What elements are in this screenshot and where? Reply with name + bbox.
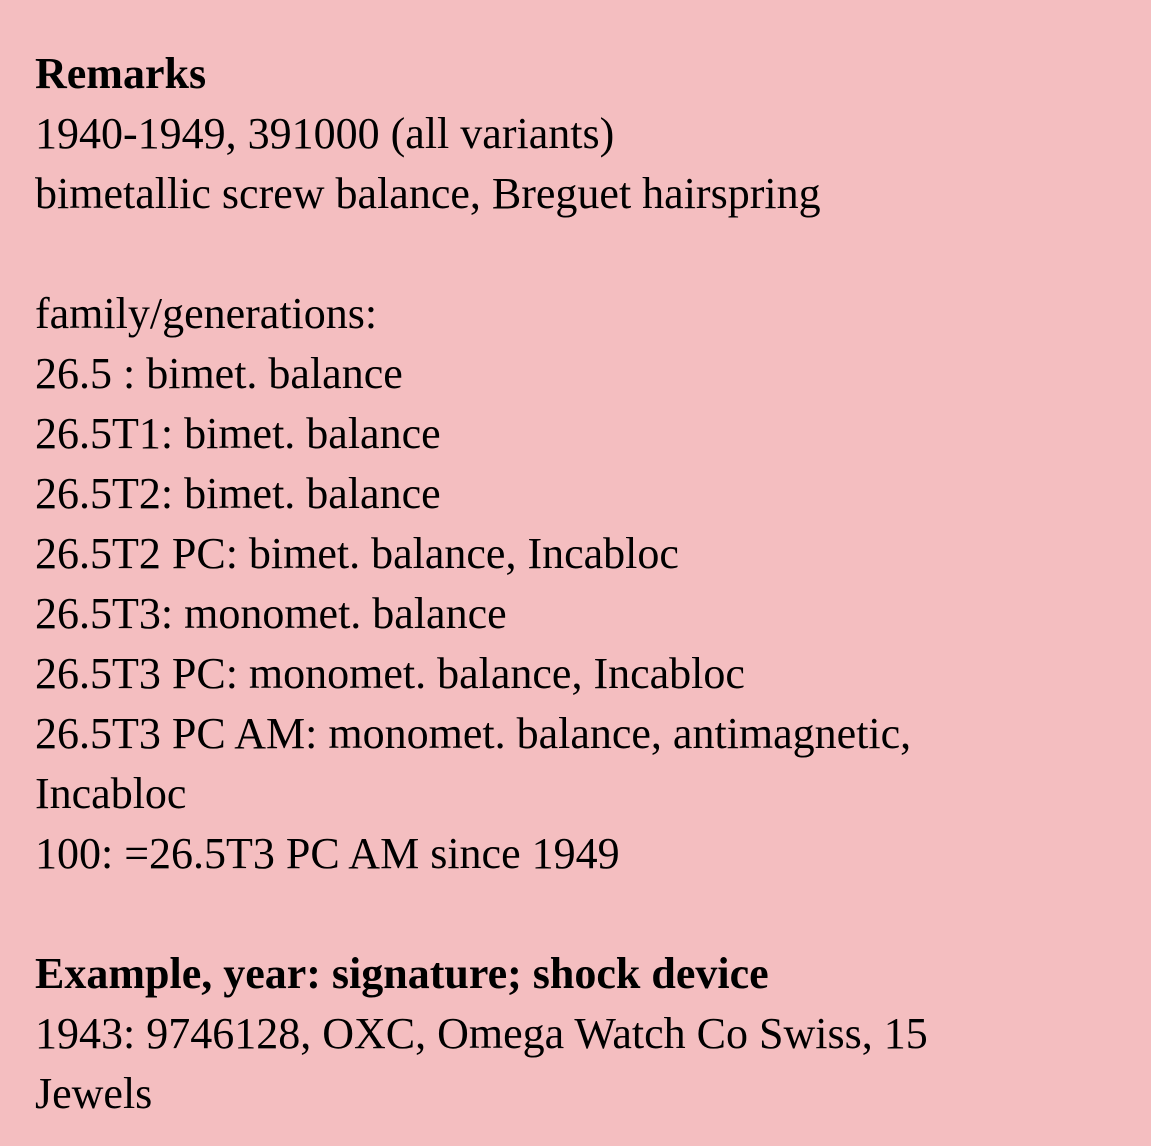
family-item: 26.5T1: bimet. balance (35, 409, 441, 458)
family-item: 26.5T2 PC: bimet. balance, Incabloc (35, 529, 679, 578)
remarks-line-years-serials: 1940-1949, 391000 (all variants) (35, 109, 615, 158)
family-generations-intro: family/generations: (35, 289, 378, 338)
remarks-line-balance-hairspring: bimetallic screw balance, Breguet hairspring (35, 169, 821, 218)
family-item: 26.5T3 PC: monomet. balance, Incabloc (35, 649, 745, 698)
example-heading: Example, year: signature; shock device (35, 949, 769, 998)
remarks-block (35, 44, 1121, 224)
family-generations-block (35, 284, 1121, 884)
family-item: 26.5T2: bimet. balance (35, 469, 441, 518)
family-item: 26.5T3 PC AM: monomet. balance, antimagnetic, (35, 709, 912, 758)
blank-line (35, 224, 1121, 284)
family-item-wrap-continuation: Incabloc (35, 769, 187, 818)
example-line-wrap-continuation: Jewels (35, 1069, 153, 1118)
family-item: 26.5T3: monomet. balance (35, 589, 507, 638)
example-block (35, 944, 1121, 1124)
family-item: 100: =26.5T3 PC AM since 1949 (35, 829, 620, 878)
example-line-signature: 1943: 9746128, OXC, Omega Watch Co Swiss, 15 (35, 1009, 928, 1058)
remarks-heading: Remarks (35, 49, 207, 98)
family-item: 26.5 : bimet. balance (35, 349, 403, 398)
blank-line (35, 884, 1121, 944)
